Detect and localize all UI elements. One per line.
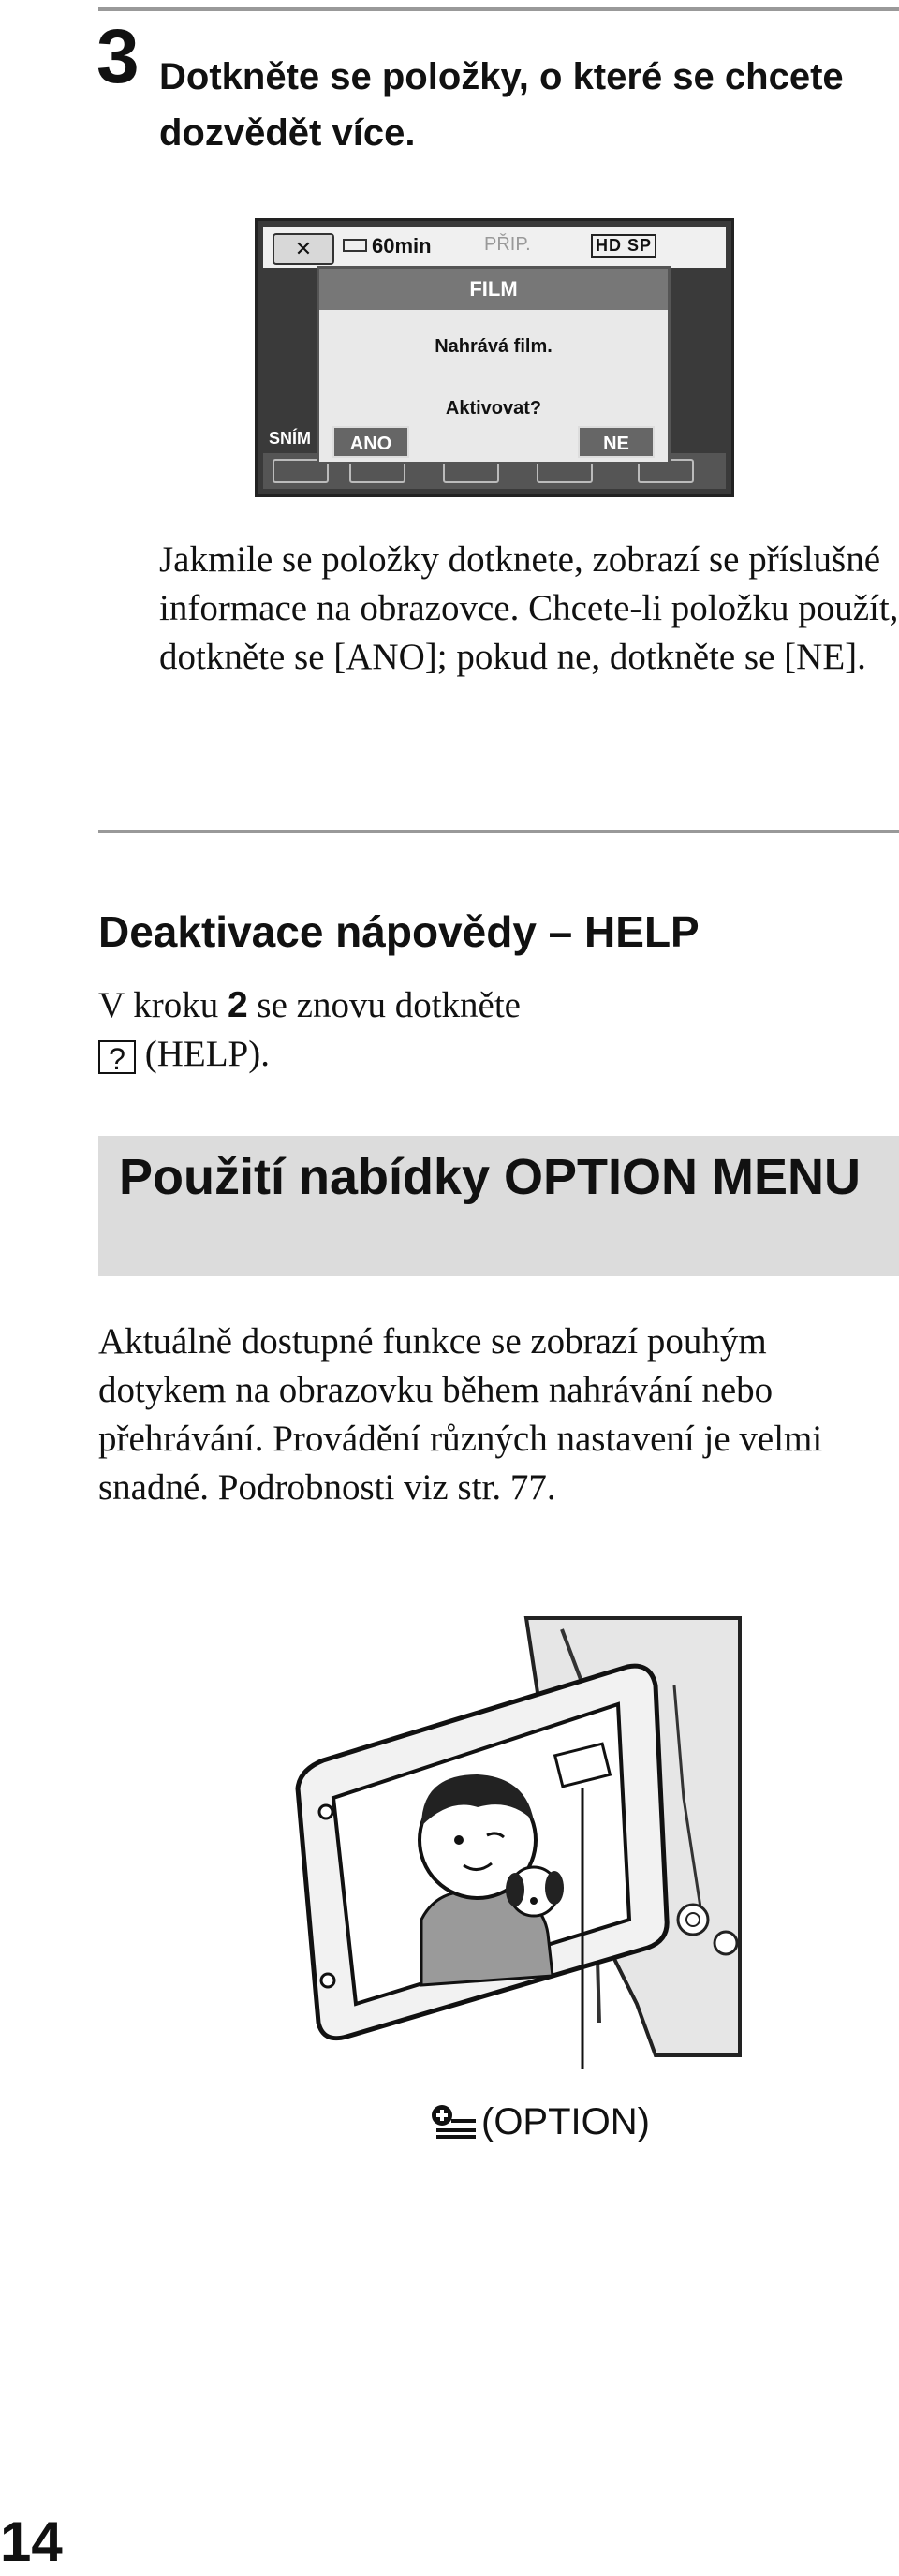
- help-text-after: se znovu dotkněte: [247, 985, 521, 1025]
- lcd-dialog: [317, 266, 671, 464]
- dialog-body: Nahrává film.: [435, 336, 553, 357]
- yes-button[interactable]: ANO: [332, 426, 409, 458]
- option-icon: [429, 2102, 481, 2140]
- option-caption: [429, 2101, 650, 2143]
- option-heading-band: [98, 1136, 899, 1276]
- option-paragraph: Aktuálně dostupné funkce se zobrazí pouhým dotykem na obrazovku během nahrávání nebo přehrávání. Provádění různých nastavení je velmi snadné. Podrobnosti viz str. 77.: [98, 1321, 823, 1508]
- lcd-screen: [255, 218, 734, 497]
- dialog-question: Aktivovat?: [445, 398, 542, 419]
- step-heading: Dotkněte se položky, o které se chcete dozvědět více.: [159, 56, 844, 154]
- option-caption-text: (OPTION): [481, 2101, 650, 2142]
- no-button[interactable]: NE: [578, 426, 655, 458]
- page-number: 14: [0, 2510, 63, 2573]
- help-text-before: V kroku: [98, 985, 228, 1025]
- lcd-quality-badge: HD SP: [591, 234, 656, 258]
- help-paragraph: [98, 981, 894, 1079]
- lcd-rec-time: 60min: [372, 234, 432, 258]
- help-icon: ?: [98, 1040, 136, 1074]
- lcd-left-label: SNÍM: [269, 429, 311, 448]
- help-icon-label: (HELP).: [136, 1034, 270, 1074]
- lcd-status-text: PŘIP.: [484, 234, 531, 255]
- step-number: 3: [96, 14, 140, 99]
- lcd-status-bar: [263, 227, 726, 268]
- top-rule: [98, 7, 899, 11]
- camcorder-illustration: [281, 1611, 749, 2079]
- step-description: Jakmile se položky dotknete, zobrazí se příslušné informace na obrazovce. Chcete-li položku použít, dotkněte se [ANO]; pokud ne, dotkněte se [NE].: [159, 539, 899, 677]
- lcd-close-button[interactable]: ✕: [273, 233, 334, 265]
- dialog-title: FILM: [319, 269, 668, 310]
- help-heading: Deaktivace nápovědy – HELP: [98, 907, 700, 956]
- help-step-ref: 2: [227, 985, 248, 1025]
- section-rule: [98, 830, 899, 833]
- battery-icon: [343, 239, 367, 252]
- option-heading: Použití nabídky OPTION MENU: [119, 1149, 862, 1205]
